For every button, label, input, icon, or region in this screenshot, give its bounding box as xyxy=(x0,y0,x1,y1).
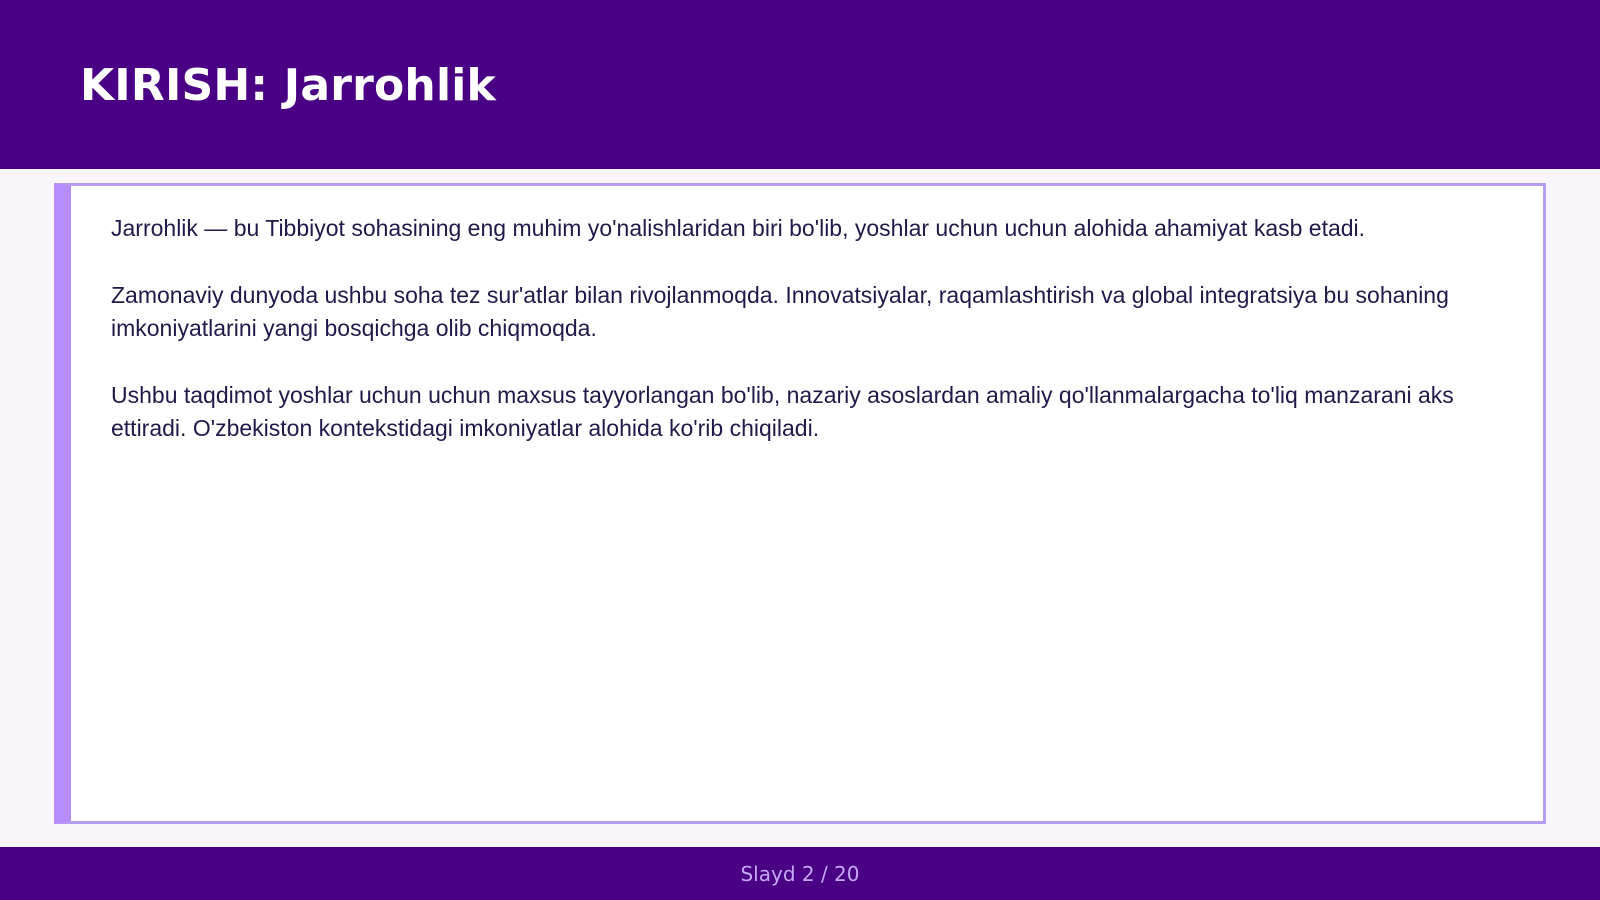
content-body xyxy=(111,212,1511,479)
slide-title: KIRISH: Jarrohlik xyxy=(80,60,496,111)
slide-header xyxy=(0,0,1600,169)
slide-counter: Slayd 2 / 20 xyxy=(740,862,860,886)
content-card xyxy=(54,183,1546,824)
paragraph-development: Zamonaviy dunyoda ushbu soha tez sur'atlar bilan rivojlanmoqda. Innovatsiyalar, raqamlashtirish va global integratsiya bu sohaning imkoniyatlarini yangi bosqichga olib chiqmoqda. xyxy=(111,282,1449,341)
slide-footer xyxy=(0,847,1600,900)
paragraph-presentation: Ushbu taqdimot yoshlar uchun uchun maxsus tayyorlangan bo'lib, nazariy asoslardan amaliy qo'llanmalargacha to'liq manzarani aks ettiradi. O'zbekiston kontekstidagi imkoniyatlar alohida ko'rib chiqiladi. xyxy=(111,382,1454,441)
paragraph-intro: Jarrohlik — bu Tibbiyot sohasining eng muhim yo'nalishlaridan biri bo'lib, yoshlar uchun uchun alohida ahamiyat kasb etadi. xyxy=(111,215,1366,241)
